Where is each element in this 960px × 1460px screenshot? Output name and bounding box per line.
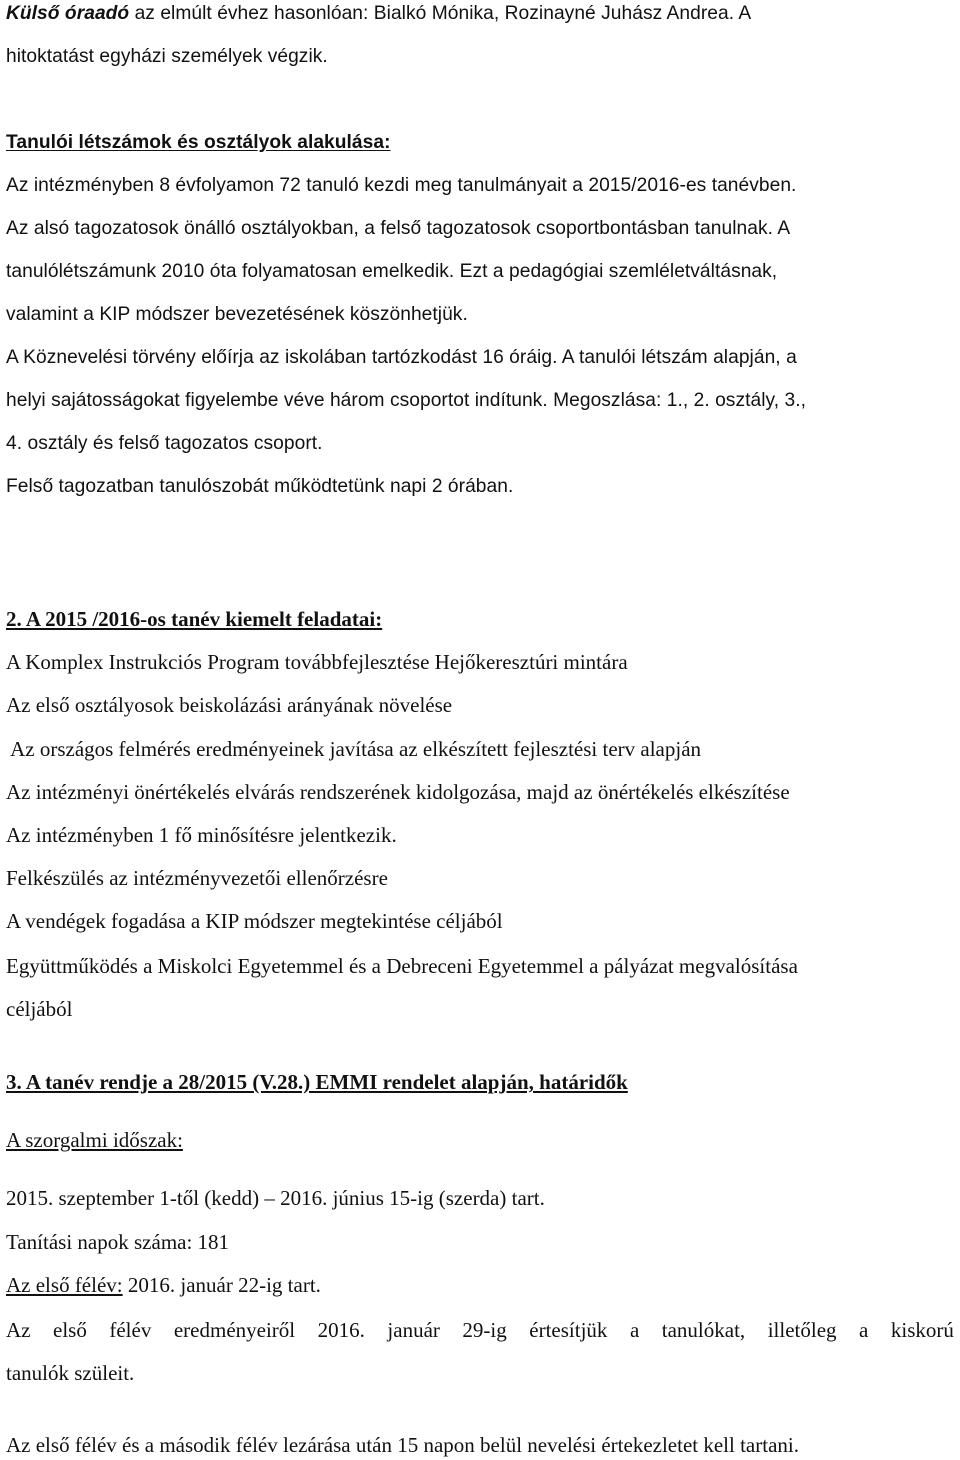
first-term-label: Az első félév: <box>6 1273 123 1297</box>
notify-word: a <box>859 1318 869 1342</box>
notify-word: értesítjük <box>529 1318 608 1342</box>
notify-word: tanulókat, <box>661 1318 746 1342</box>
tasks-heading: 2. A 2015 /2016-os tanév kiemelt feladatai: <box>6 607 383 631</box>
teaching-days: Tanítási napok száma: 181 <box>6 1230 230 1254</box>
intro-line-2: hitoktatást egyházi személyek végzik. <box>6 46 328 67</box>
task-item: A vendégek fogadása a KIP módszer megtekintése céljából <box>6 909 503 933</box>
closing-line: Az első félév és a második félév lezárása után 15 napon belül nevelési értekezletet kell tartani. <box>6 1433 799 1457</box>
schedule-heading: 3. A tanév rendje a 28/2015 (V.28.) EMMI rendelet alapján, határidők <box>6 1070 628 1094</box>
enrollment-line: Felső tagozatban tanulószobát működtetünk napi 2 órában. <box>6 476 514 497</box>
notify-line-2: tanulók szüleit. <box>6 1361 135 1385</box>
enrollment-line: tanulólétszámunk 2010 óta folyamatosan emelkedik. Ezt a pedagógiai szemléletváltásnak, <box>6 261 778 282</box>
notify-word: eredményeiről <box>173 1318 296 1342</box>
enrollment-line: A Köznevelési törvény előírja az iskolában tartózkodást 16 óráig. A tanulói létszám alapján, a <box>6 347 797 368</box>
enrollment-line: 4. osztály és felső tagozatos csoport. <box>6 433 323 454</box>
notify-line-1 <box>6 1318 954 1342</box>
notify-word: félév <box>109 1318 152 1342</box>
schedule-period: 2015. szeptember 1-től (kedd) – 2016. június 15-ig (szerda) tart. <box>6 1186 545 1210</box>
enrollment-heading: Tanulói létszámok és osztályok alakulása: <box>6 132 391 153</box>
intro-label: Külső óraadó <box>6 3 130 24</box>
task-item: Felkészülés az intézményvezetői ellenőrzésre <box>6 866 388 890</box>
task-item: Az országos felmérés eredményeinek javítása az elkészített fejlesztési terv alapján <box>6 737 702 761</box>
task-item: Együttműködés a Miskolci Egyetemmel és a Debreceni Egyetemmel a pályázat megvalósítása <box>6 954 798 978</box>
task-item: Az intézményben 1 fő minősítésre jelentkezik. <box>6 823 397 847</box>
notify-word: január <box>387 1318 440 1342</box>
first-term <box>6 1273 321 1297</box>
intro-line-1 <box>6 2 954 26</box>
enrollment-line: valamint a KIP módszer bevezetésének köszönhetjük. <box>6 304 468 325</box>
enrollment-line: helyi sajátosságokat figyelembe véve három csoportot indítunk. Megoszlása: 1., 2. osztály, 3., <box>6 390 806 411</box>
notify-word: 2016. <box>317 1318 365 1342</box>
notify-word: 29-ig <box>462 1318 507 1342</box>
notify-word: illetőleg <box>767 1318 837 1342</box>
first-term-value: 2016. január 22-ig tart. <box>122 1273 321 1297</box>
notify-word: első <box>53 1318 87 1342</box>
notify-word: Az <box>6 1318 31 1342</box>
notify-word: kiskorú <box>890 1318 954 1342</box>
task-item: A Komplex Instrukciós Program továbbfejlesztése Hejőkeresztúri mintára <box>6 650 628 674</box>
task-item: Az első osztályosok beiskolázási arányának növelése <box>6 693 453 717</box>
task-item: Az intézményi önértékelés elvárás rendszerének kidolgozása, majd az önértékelés elkészítése <box>6 780 790 804</box>
enrollment-line: Az alsó tagozatosok önálló osztályokban, a felső tagozatosok csoportbontásban tanulnak. A <box>6 218 791 239</box>
enrollment-line: Az intézményben 8 évfolyamon 72 tanuló kezdi meg tanulmányait a 2015/2016-es tanévben. <box>6 175 797 196</box>
notify-word: a <box>629 1318 640 1342</box>
intro-line-1-text: az elmúlt évhez hasonlóan: Bialkó Mónika, Rozinayné Juhász Andrea. A <box>129 3 752 24</box>
task-item: céljából <box>6 997 73 1021</box>
schedule-subheading: A szorgalmi időszak: <box>6 1128 183 1152</box>
